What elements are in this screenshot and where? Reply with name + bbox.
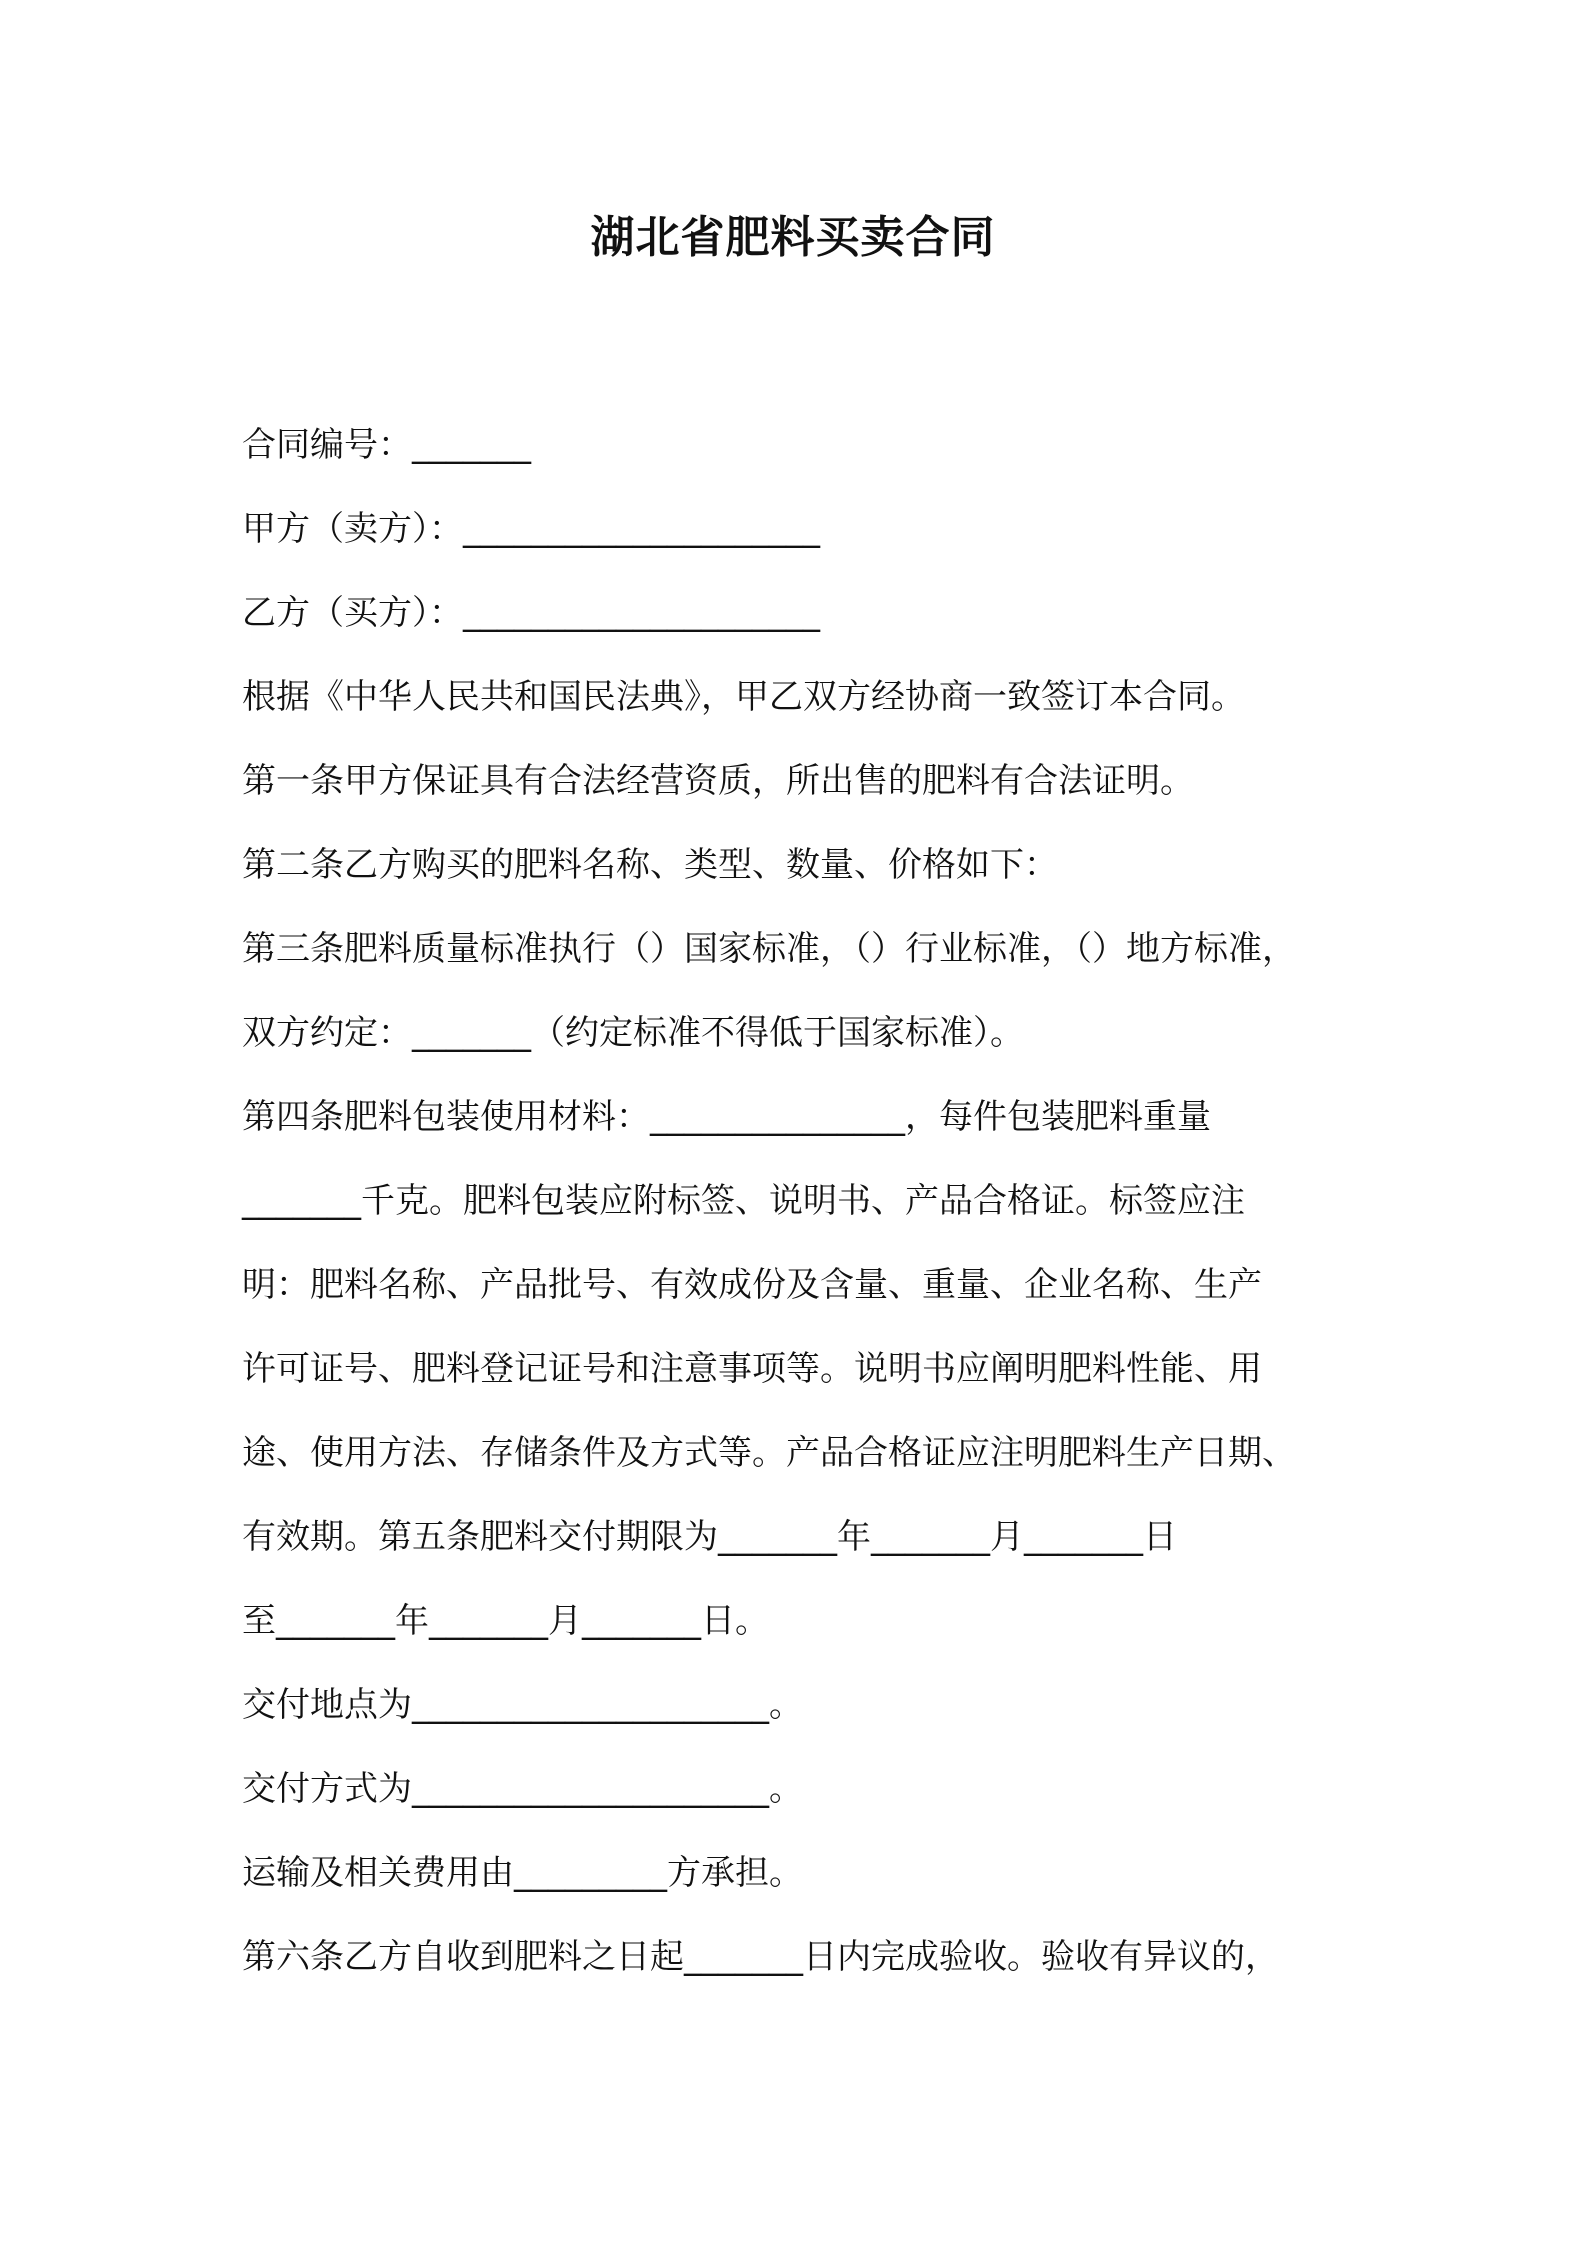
legal-basis-line: 根据《中华人民共和国民法典》，甲乙双方经协商一致签订本合同。 xyxy=(242,677,1245,717)
article-3-continued-line: 双方约定：_______（约定标准不得低于国家标准）。 xyxy=(242,1013,1024,1053)
article-5-line: 有效期。第五条肥料交付期限为_______年_______月_______日 xyxy=(242,1517,1177,1557)
article-4-certificate-line: 途、使用方法、存储条件及方式等。产品合格证应注明肥料生产日期、 xyxy=(242,1433,1296,1473)
article-5-end-date-line: 至_______年_______月_______日。 xyxy=(242,1601,769,1641)
contract-body xyxy=(242,403,1382,1999)
delivery-method-line: 交付方式为_____________________。 xyxy=(242,1769,803,1809)
article-4-line: 第四条肥料包装使用材料：_______________，每件包装肥料重量 xyxy=(242,1097,1211,1137)
document-title: 湖北省肥料买卖合同 xyxy=(590,212,996,263)
party-b-line: 乙方（买方）：_____________________ xyxy=(242,593,820,633)
article-4-label-line: 明：肥料名称、产品批号、有效成份及含量、重量、企业名称、生产 xyxy=(242,1265,1262,1305)
transport-cost-line: 运输及相关费用由_________方承担。 xyxy=(242,1853,803,1893)
contract-number-line: 合同编号：_______ xyxy=(242,425,531,465)
delivery-location-line: 交付地点为_____________________。 xyxy=(242,1685,803,1725)
article-4-continued-line: _______千克。肥料包装应附标签、说明书、产品合格证。标签应注 xyxy=(242,1181,1245,1221)
article-1-line: 第一条甲方保证具有合法经营资质，所出售的肥料有合法证明。 xyxy=(242,761,1194,801)
article-4-manual-line: 许可证号、肥料登记证号和注意事项等。说明书应阐明肥料性能、用 xyxy=(242,1349,1262,1389)
article-2-line: 第二条乙方购买的肥料名称、类型、数量、价格如下： xyxy=(242,845,1058,885)
party-a-line: 甲方（卖方）：_____________________ xyxy=(242,509,820,549)
article-6-line: 第六条乙方自收到肥料之日起_______日内完成验收。验收有异议的， xyxy=(242,1937,1279,1977)
article-3-line: 第三条肥料质量标准执行（）国家标准，（）行业标准，（）地方标准， xyxy=(242,929,1296,969)
